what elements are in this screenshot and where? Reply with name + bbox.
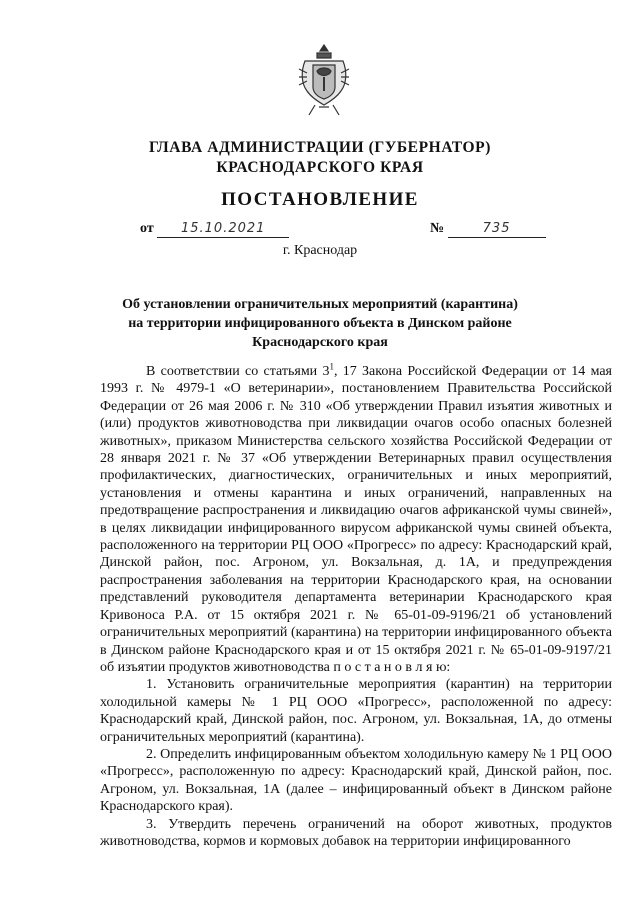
title-line3: Краснодарского края [252,335,388,350]
org-name-line1: ГЛАВА АДМИНИСТРАЦИИ (ГУБЕРНАТОР) [149,139,491,156]
number-field [430,221,546,238]
document-title [100,295,540,352]
city: г. Краснодар [282,243,358,258]
preamble-paragraph [100,363,612,676]
decree-word: п о с т а н о в л я ю: [333,659,451,675]
title-line2: на территории инфицированного объекта в Динском районе [128,316,512,331]
preamble-superscript: 1 [329,361,334,372]
document-body [100,363,612,850]
number-value: 735 [448,221,546,238]
preamble-text-b: , 17 Закона Российской Федерации от 14 мая 1993 г. № 4979-1 «О ветеринарии», постановлением Правительства Российской Федерации от 26 мая 2006 г. № 310 «Об утверждении Правил изъятия животных и (или) продуктов животноводства при ликвидации очагов особо опасных болезней животных», приказом Министерства сельского хозяйства Российской Федерации от 28 января 2021 г. № 37 «Об утверждении Ветеринарных правил осуществления профилактических, диагностических, ограничительных и иных мероприятий, установления и отмены карантина и иных ограничений, направленных на предотвращение распространения и ликвидацию очагов африканской чумы свиней», в целях ликвидации инфицированного вирусом африканской чумы свиней объекта, расположенного на территории РЦ ООО «Прогресс» по адресу: Краснодарский край, Динской район, пос. Агроном, ул. Вокзальная, д. 1А, и предупреждения распространения заболевания на территории Краснодарского края, на основании представлений руководителя департамента ветеринарии Краснодарского края Кривоноса Р.А. от 15 октября 2021 г. № 65-01-09-9196/21 об установлений ограничительных мероприятий (карантина) на территории инфицированного объекта в Динском районе Краснодарского края и от 15 октября 2021 г. № 65-01-09-9197/21 об изъятии продуктов животноводства [100,364,612,675]
clause-3: 3. Утвердить перечень ограничений на оборот животных, продуктов животноводства, кормов и кормовых добавок на территории инфицированного [100,816,612,849]
coat-of-arms-icon [295,43,353,117]
date-prefix: от [140,221,154,236]
clause-1: 1. Установить ограничительные мероприятия (карантин) на территории холодильной камеры № 1 РЦ ООО «Прогресс», расположенной по адресу: Краснодарский край, Динской район, пос. Агроном, ул. Вокзальная, 1А, до отмены ограничительных мероприятий (карантина). [100,677,612,745]
date-field [140,221,289,238]
document-type: ПОСТАНОВЛЕНИЕ [221,189,419,210]
org-name-line2: КРАСНОДАРСКОГО КРАЯ [216,159,424,176]
preamble-text-a: В соответствии со статьями 3 [146,364,330,379]
clause-2: 2. Определить инфицированным объектом холодильную камеру № 1 РЦ ООО «Прогресс», расположенную по адресу: Краснодарский край, Динской район, пос. Агроном, ул. Вокзальная, 1А (далее – инфицированный объект в Динском районе Краснодарского края). [100,746,612,815]
number-prefix: № [430,221,445,236]
date-value: 15.10.2021 [157,221,289,238]
title-line1: Об установлении ограничительных мероприятий (карантина) [122,297,518,312]
